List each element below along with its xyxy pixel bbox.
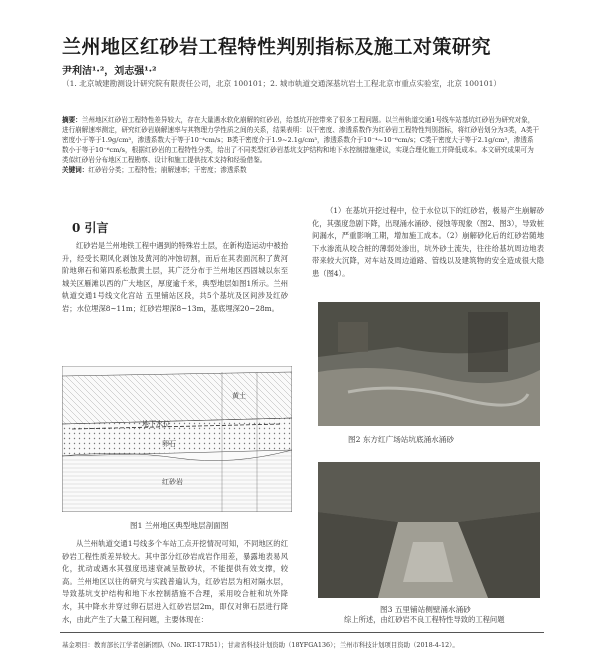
figure-2-caption: 图2 东方红广场站坑底涌水涌砂 [348,435,454,444]
label-gravel: 卵石 [162,440,176,448]
figure-2-photo [318,302,540,426]
label-water-level: 地下水位 [142,420,170,428]
figure-3-photo [318,462,540,598]
abstract-text: 兰州地区红砂岩工程特性差异较大，存在大量遇水软化崩解的红砂岩，给基坑开挖带来了很多工程问题。以兰州轨道交通1号线车站基坑红砂岩为研究对象，进行崩解速率测定，研究红砂岩崩解速率与其物理力学性质之间的关系，结果表明：以干密度、渗透系数作为红砂岩工程特性判别指标，将红砂岩划分为3类，A类干密度小于等于1.9g/cm³，渗透系数大于等于10⁻⁴cm/s；B类干密度介于1.9~2.1g/cm³，渗透系数介于10⁻⁴~10⁻⁶cm/s；C类干密度大于等于2.1g/cm³，渗透系数小于等于10⁻⁶cm/s，根据红砂岩的工程特性分类，给出了不同类型红砂岩基坑支护结构和地下水控制措施建议，实现合理化施工并降低成本。本文研究成果可为类似红砂岩分布地区工程勘察、设计和施工提供技术支持和经验借鉴。 [62,116,540,164]
label-red-sandstone: 红砂岩 [162,478,183,486]
authors: 尹利洁¹·²，刘志强¹·² [62,66,157,77]
figure-3-caption: 图3 五里铺站侧壁涌水涌砂 [380,605,471,614]
affiliation: （1. 北京城建勘测设计研究院有限责任公司，北京 100101；2. 城市轨道交通深基坑岩土工程北京市重点实验室，北京 100101） [62,79,502,88]
intro-paragraph-2: 从兰州轨道交通1号线多个车站工点开挖情况可知，不同地区的红砂岩工程性质差异较大。其中部分红砂岩成岩作用差，暴露地表易风化，扰动或遇水其强度迅速衰减呈散砂状，不能提供有效支撑，较高。兰州地区以往的研究与实践普遍认为，红砂岩层为相对隔水层，导致基坑支护结构和地下水控制措施不合理，采用咬合桩和坑外降水，其中降水井穿过卵石层进入红砂岩层2m，即仅对卵石层进行降水，由此产生了大量工程问题，主要体现在： [62,539,288,624]
figure-1-caption: 图1 兰州地区典型地层剖面图 [130,521,229,530]
funding-footnote: 基金项目：教育部长江学者创新团队（No. IRT-17R51）；甘肃省科技计划资助（18YFGA136）；兰州市科技计划项目资助（2018-4-12）。 [62,641,459,649]
figure-1-stratigraphic-section [62,366,292,512]
section-heading: 0 引言 [72,221,109,235]
keywords-text: 红砂岩分类；工程特性；崩解速率；干密度；渗透系数 [88,166,247,174]
intro-paragraph-4: 综上所述，由红砂岩不良工程特性导致的工程问题 [344,615,505,624]
abstract-label: 摘要： [62,116,82,124]
intro-paragraph-1: 红砂岩是兰州地铁工程中遇到的特殊岩土层，在新构造运动中被抬升，经受长期风化剥蚀及黄河的冲蚀切割，而后在其表面沉积了黄河阶地卵石和第四系松散黄土层，其广泛分布于兰州地区西固城以东至城关区雁滩以西的广大地区，厚度逾千米，典型地层如图1所示。兰州轨道交通1号线文化宫站 五里铺站区段，共5个基坑及区间涉及红砂岩；水位埋深8~11m；红砂岩埋深8~13m，基底埋深20~28m。 [62,241,288,313]
abstract-block [62,115,540,175]
footnote-divider [60,632,544,633]
label-loess: 黄土 [232,392,246,400]
intro-paragraph-3: （1）在基坑开挖过程中，位于水位以下的红砂岩，极易产生崩解砂化，其强度急剧下降，出现涌水涌砂、侵蚀等现象（图2、图3），导致桩间漏水，严重影响工期，增加施工成本。（2）崩解砂化后的红砂岩随地下水渗流从咬合桩的薄弱处渗出，坑外砂土流失，往往给基坑周边地表带来较大沉降，对车站及周边道路、管线以及建筑物的安全造成很大隐患（图4）。 [312,206,544,278]
paper-title: 兰州地区红砂岩工程特性判别指标及施工对策研究 [62,36,492,58]
keywords-label: 关键词： [62,166,89,174]
